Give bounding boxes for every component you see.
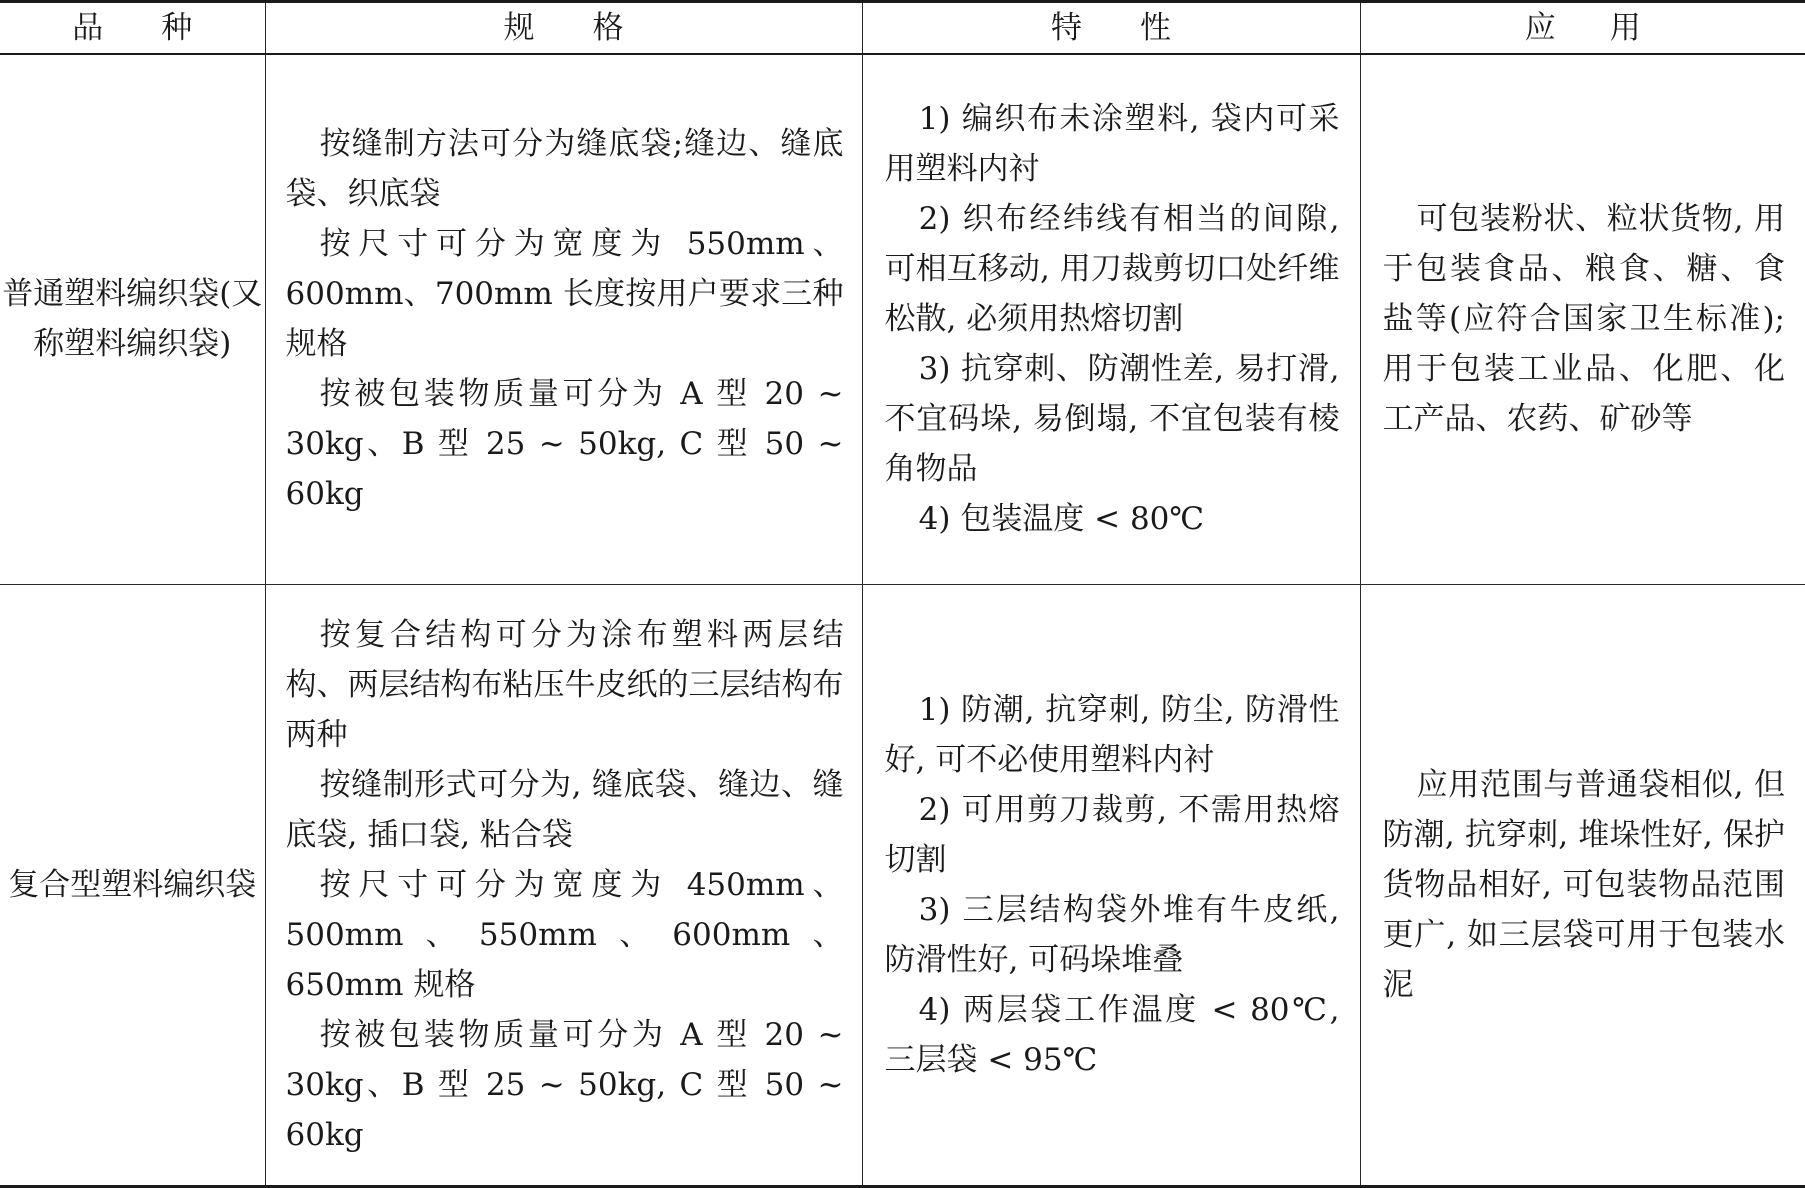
header-application-char-1: 应 — [1524, 10, 1556, 46]
header-application-char-2: 用 — [1609, 10, 1641, 46]
header-application — [1360, 2, 1805, 55]
header-property-char-1: 特 — [1051, 10, 1082, 46]
variety-name: 复合型塑料编织袋 — [8, 866, 257, 903]
header-variety-char-1: 品 — [72, 10, 104, 46]
application-paragraph: 可包装粉状、粒状货物, 用于包装食品、粮食、糖、食盐等(应符合国家卫生标准); 用于包装工业品、化肥、化工产品、农药、矿砂等 — [1382, 201, 1785, 438]
spec-paragraph: 按复合结构可分为涂布塑料两层结构、两层结构布粘压牛皮纸的三层结构布两种 — [285, 616, 844, 753]
property-paragraph: 4) 包装温度 < 80℃ — [918, 501, 1205, 538]
table-row — [0, 584, 1805, 1186]
header-spec-char-1: 规 — [503, 10, 535, 46]
header-property — [862, 2, 1360, 55]
header-variety — [0, 2, 265, 55]
table-row — [0, 54, 1805, 584]
header-spec — [265, 2, 862, 55]
application-cell — [1360, 584, 1805, 1186]
property-paragraph: 3) 三层结构袋外堆有牛皮纸, 防滑性好, 可码垛堆叠 — [884, 891, 1340, 978]
spec-paragraph: 按缝制方法可分为缝底袋;缝边、缝底袋、织底袋 — [285, 126, 844, 213]
property-paragraph: 1) 防潮, 抗穿刺, 防尘, 防滑性好, 可不必使用塑料内衬 — [884, 691, 1340, 778]
variety-cell — [0, 54, 265, 584]
property-paragraph: 1) 编织布未涂塑料, 袋内可采用塑料内衬 — [884, 101, 1340, 188]
spec-paragraph: 按尺寸可分为宽度为 550mm、600mm、700mm 长度按用户要求三种规格 — [285, 226, 844, 363]
header-variety-char-2: 种 — [161, 10, 193, 46]
application-paragraph: 应用范围与普通袋相似, 但防潮, 抗穿刺, 堆垛性好, 保护货物品相好, 可包装物品范围更广, 如三层袋可用于包装水泥 — [1382, 766, 1785, 1003]
variety-cell — [0, 584, 265, 1186]
spec-cell — [265, 54, 862, 584]
property-paragraph: 3) 抗穿刺、防潮性差, 易打滑, 不宜码垛, 易倒塌, 不宜包装有棱角物品 — [884, 351, 1340, 488]
property-paragraph: 4) 两层袋工作温度 < 80℃, 三层袋 < 95℃ — [884, 991, 1340, 1078]
spec-paragraph: 按尺寸可分为宽度为 450mm、500mm、550mm、600mm、650mm 规格 — [285, 866, 844, 1003]
property-cell — [862, 584, 1360, 1186]
application-cell — [1360, 54, 1805, 584]
variety-name: 普通塑料编织袋(又称塑料编织袋) — [2, 276, 263, 363]
spec-paragraph: 按被包装物质量可分为 A 型 20 ~ 30kg、B 型 25 ~ 50kg, C 型 50 ~ 60kg — [285, 376, 844, 513]
property-paragraph: 2) 可用剪刀裁剪, 不需用热熔切割 — [884, 791, 1340, 878]
table-header-row — [0, 2, 1805, 55]
property-cell — [862, 54, 1360, 584]
spec-paragraph: 按缝制形式可分为, 缝底袋、缝边、缝底袋, 插口袋, 粘合袋 — [285, 766, 844, 853]
spec-paragraph: 按被包装物质量可分为 A 型 20 ~ 30kg、B 型 25 ~ 50kg, C 型 50 ~ 60kg — [285, 1016, 844, 1153]
spec-cell — [265, 584, 862, 1186]
header-property-char-2: 性 — [1140, 10, 1171, 46]
header-spec-char-2: 格 — [592, 10, 624, 46]
property-paragraph: 2) 织布经纬线有相当的间隙, 可相互移动, 用刀裁剪切口处纤维松散, 必须用热熔切割 — [884, 201, 1340, 338]
